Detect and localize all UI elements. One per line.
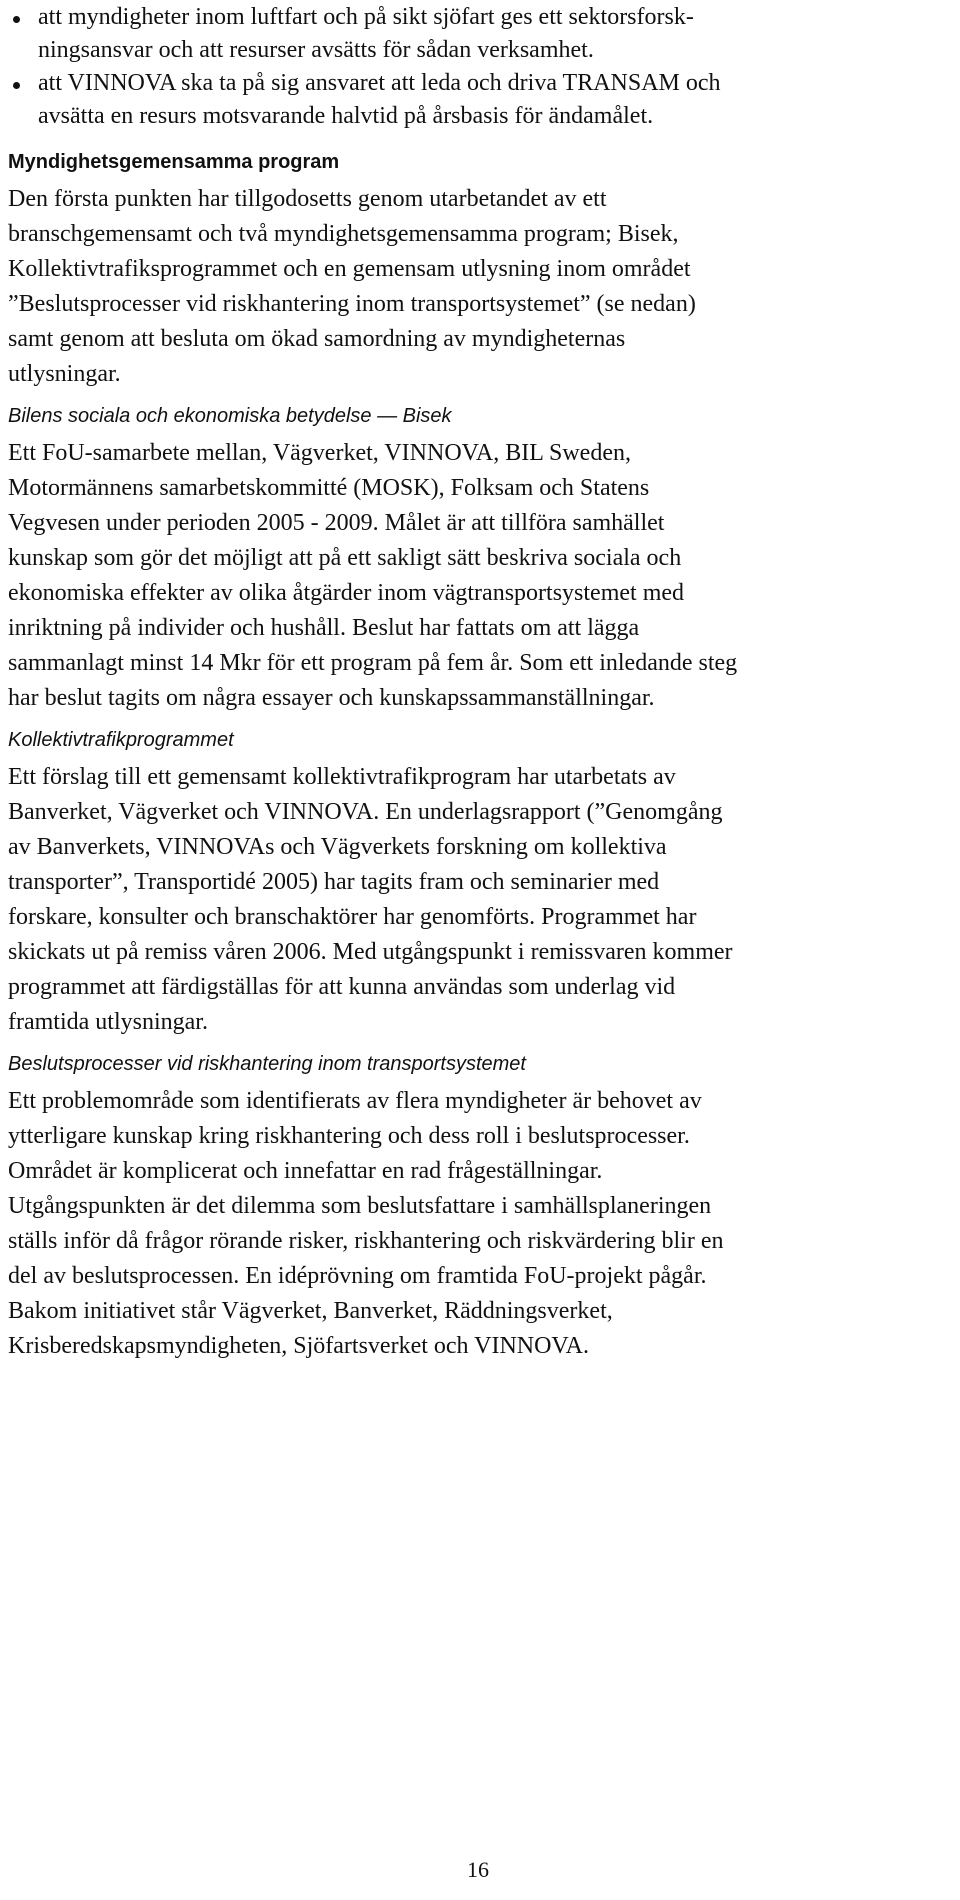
paragraph-line: skickats ut på remiss våren 2006. Med utgångspunkt i remissvaren kommer: [8, 939, 733, 965]
paragraph-line: Banverket, Vägverket och VINNOVA. En underlagsrapport (”Genomgång: [8, 799, 723, 825]
bullet-2-line-1: att VINNOVA ska ta på sig ansvaret att leda och driva TRANSAM och: [38, 70, 721, 96]
paragraph-line: utlysningar.: [8, 361, 121, 387]
paragraph-line: Krisberedskapsmyndigheten, Sjöfartsverket och VINNOVA.: [8, 1333, 590, 1359]
paragraph-line: framtida utlysningar.: [8, 1009, 208, 1035]
paragraph-line: Den första punkten har tillgodosetts genom utarbetandet av ett: [8, 186, 607, 212]
paragraph-line: Utgångspunkten är det dilemma som beslutsfattare i samhällsplaneringen: [8, 1193, 712, 1219]
bullet-1-line-1: att myndigheter inom luftfart och på sikt sjöfart ges ett sektorsforsk-: [38, 4, 694, 30]
subheading-bisek: Bilens sociala och ekonomiska betydelse — Bisek: [8, 405, 452, 427]
paragraph-line: Området är komplicerat och innefattar en rad frågeställningar.: [8, 1158, 603, 1184]
paragraph-line: har beslut tagits om några essayer och kunskapssammanställningar.: [8, 685, 655, 711]
bullet-2-line-2: avsätta en resurs motsvarande halvtid på årsbasis för ändamålet.: [38, 103, 654, 129]
paragraph-line: Ett problemområde som identifierats av flera myndigheter är behovet av: [8, 1088, 702, 1114]
paragraph-line: del av beslutsprocessen. En idéprövning om framtida FoU-projekt pågår.: [8, 1263, 707, 1289]
paragraph-line: Ett FoU-samarbete mellan, Vägverket, VINNOVA, BIL Sweden,: [8, 440, 631, 466]
paragraph-line: Ett förslag till ett gemensamt kollektivtrafikprogram har utarbetats av: [8, 764, 676, 790]
paragraph-line: forskare, konsulter och branschaktörer har genomförts. Programmet har: [8, 904, 697, 930]
paragraph-line: Vegvesen under perioden 2005 - 2009. Målet är att tillföra samhället: [8, 510, 665, 536]
paragraph-line: ytterligare kunskap kring riskhantering och dess roll i beslutsprocesser.: [8, 1123, 690, 1149]
paragraph-line: ”Beslutsprocesser vid riskhantering inom transportsystemet” (se nedan): [8, 291, 696, 317]
bullet-dot: [13, 82, 20, 89]
paragraph-line: ställs inför då frågor rörande risker, riskhantering och riskvärdering blir en: [8, 1228, 724, 1254]
paragraph-line: transporter”, Transportidé 2005) har tagits fram och seminarier med: [8, 869, 660, 895]
paragraph-line: samt genom att besluta om ökad samordning av myndigheternas: [8, 326, 626, 352]
paragraph-line: av Banverkets, VINNOVAs och Vägverkets forskning om kollektiva: [8, 834, 667, 860]
section-heading: Myndighetsgemensamma program: [8, 151, 340, 173]
paragraph-line: Kollektivtrafiksprogrammet och en gemensam utlysning inom området: [8, 256, 691, 282]
paragraph-line: inriktning på individer och hushåll. Beslut har fattats om att lägga: [8, 615, 640, 641]
subheading-kollektivtrafik: Kollektivtrafikprogrammet: [8, 729, 234, 751]
paragraph-line: programmet att färdigställas för att kunna användas som underlag vid: [8, 974, 676, 1000]
paragraph-line: sammanlagt minst 14 Mkr för ett program på fem år. Som ett inledande steg: [8, 650, 738, 676]
bullet-dot: [13, 16, 20, 23]
page-number: 16: [467, 1857, 489, 1882]
subheading-beslutsprocesser: Beslutsprocesser vid riskhantering inom transportsystemet: [8, 1053, 526, 1075]
paragraph-line: ekonomiska effekter av olika åtgärder inom vägtransportsystemet med: [8, 580, 685, 606]
paragraph-line: kunskap som gör det möjligt att på ett sakligt sätt beskriva sociala och: [8, 545, 682, 571]
paragraph-line: Motormännens samarbetskommitté (MOSK), Folksam och Statens: [8, 475, 650, 501]
bullet-1-line-2: ningsansvar och att resurser avsätts för sådan verksamhet.: [38, 37, 594, 63]
paragraph-line: Bakom initiativet står Vägverket, Banverket, Räddningsverket,: [8, 1298, 613, 1324]
paragraph-line: branschgemensamt och två myndighetsgemensamma program; Bisek,: [8, 221, 679, 247]
